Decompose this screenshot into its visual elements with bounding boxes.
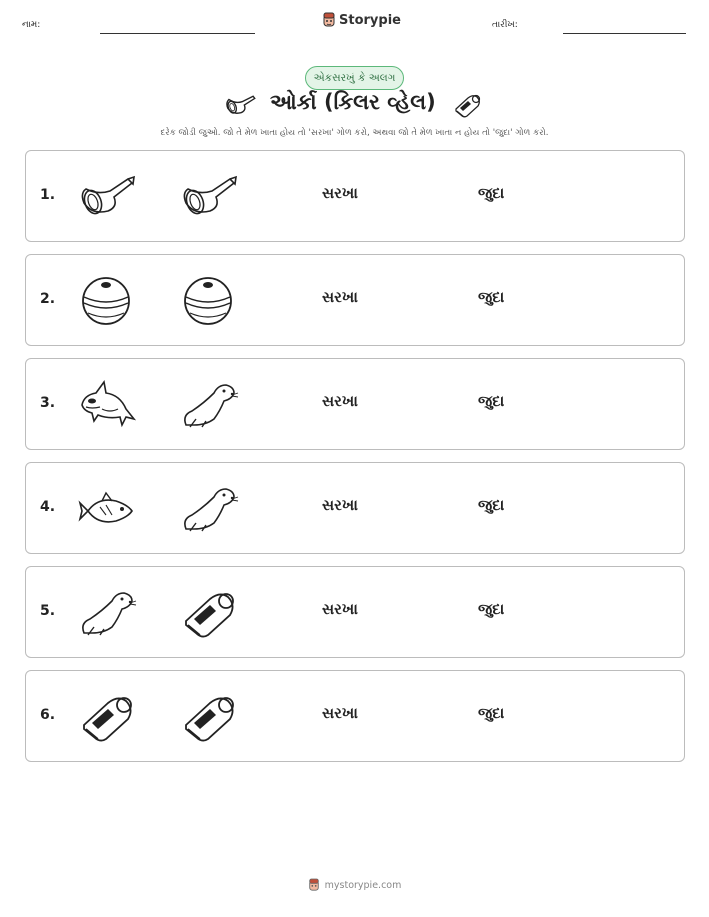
- brand-logo: [322, 12, 401, 28]
- footer: [0, 878, 709, 892]
- option-same[interactable]: સરખા: [322, 288, 358, 306]
- storypie-mascot-icon: [308, 878, 320, 892]
- question-number: 1.: [40, 187, 56, 203]
- option-different[interactable]: જુદા: [478, 288, 505, 306]
- worksheet-type-badge: એકસરખું કે અલગ: [305, 66, 404, 90]
- ball-icon: [180, 275, 240, 327]
- option-same[interactable]: સરખા: [322, 392, 358, 410]
- question-number: 6.: [40, 707, 56, 723]
- seal-icon: [180, 379, 240, 431]
- option-same[interactable]: સરખા: [322, 496, 358, 514]
- option-same[interactable]: સરખા: [322, 184, 358, 202]
- instructions: દરેક જોડી જુઓ. જો તે મેળ ખાતા હોય તો 'સરખા' ગોળ કરો, અથવા જો તે મેળ ખાતા ન હોય તો 'જુદા' ગોળ કરો.: [160, 128, 549, 138]
- whistle-icon: [453, 91, 483, 123]
- horn-icon: [180, 171, 240, 223]
- date-line[interactable]: [563, 33, 686, 34]
- question-card: [25, 254, 685, 346]
- option-same[interactable]: સરખા: [322, 600, 358, 618]
- name-label: નામ:: [22, 20, 41, 30]
- horn-icon: [224, 94, 258, 120]
- fish-icon: [78, 483, 138, 535]
- seal-icon: [180, 483, 240, 535]
- whistle-icon: [78, 691, 138, 743]
- question-number: 4.: [40, 499, 56, 515]
- worksheet-header: [0, 0, 709, 50]
- option-different[interactable]: જુદા: [478, 704, 505, 722]
- title-row: [0, 88, 709, 122]
- question-card: [25, 670, 685, 762]
- option-different[interactable]: જુદા: [478, 392, 505, 410]
- brand-name: Storypie: [339, 12, 401, 28]
- option-different[interactable]: જુદા: [478, 600, 505, 618]
- name-line[interactable]: [100, 33, 255, 34]
- question-card: [25, 358, 685, 450]
- horn-icon: [78, 171, 138, 223]
- question-number: 3.: [40, 395, 56, 411]
- question-number: 5.: [40, 603, 56, 619]
- question-card: [25, 462, 685, 554]
- option-same[interactable]: સરખા: [322, 704, 358, 722]
- orca-icon: [78, 379, 138, 431]
- date-label: તારીખ:: [492, 20, 518, 30]
- question-card: [25, 150, 685, 242]
- footer-url[interactable]: mystorypie.com: [324, 879, 402, 891]
- page-title: ઓર્કા (કિલર વ્હેલ): [270, 90, 436, 114]
- question-card: [25, 566, 685, 658]
- ball-icon: [78, 275, 138, 327]
- option-different[interactable]: જુદા: [478, 184, 505, 202]
- option-different[interactable]: જુદા: [478, 496, 505, 514]
- whistle-icon: [180, 587, 240, 639]
- storypie-mascot-icon: [322, 12, 336, 28]
- whistle-icon: [180, 691, 240, 743]
- question-number: 2.: [40, 291, 56, 307]
- seal-icon: [78, 587, 138, 639]
